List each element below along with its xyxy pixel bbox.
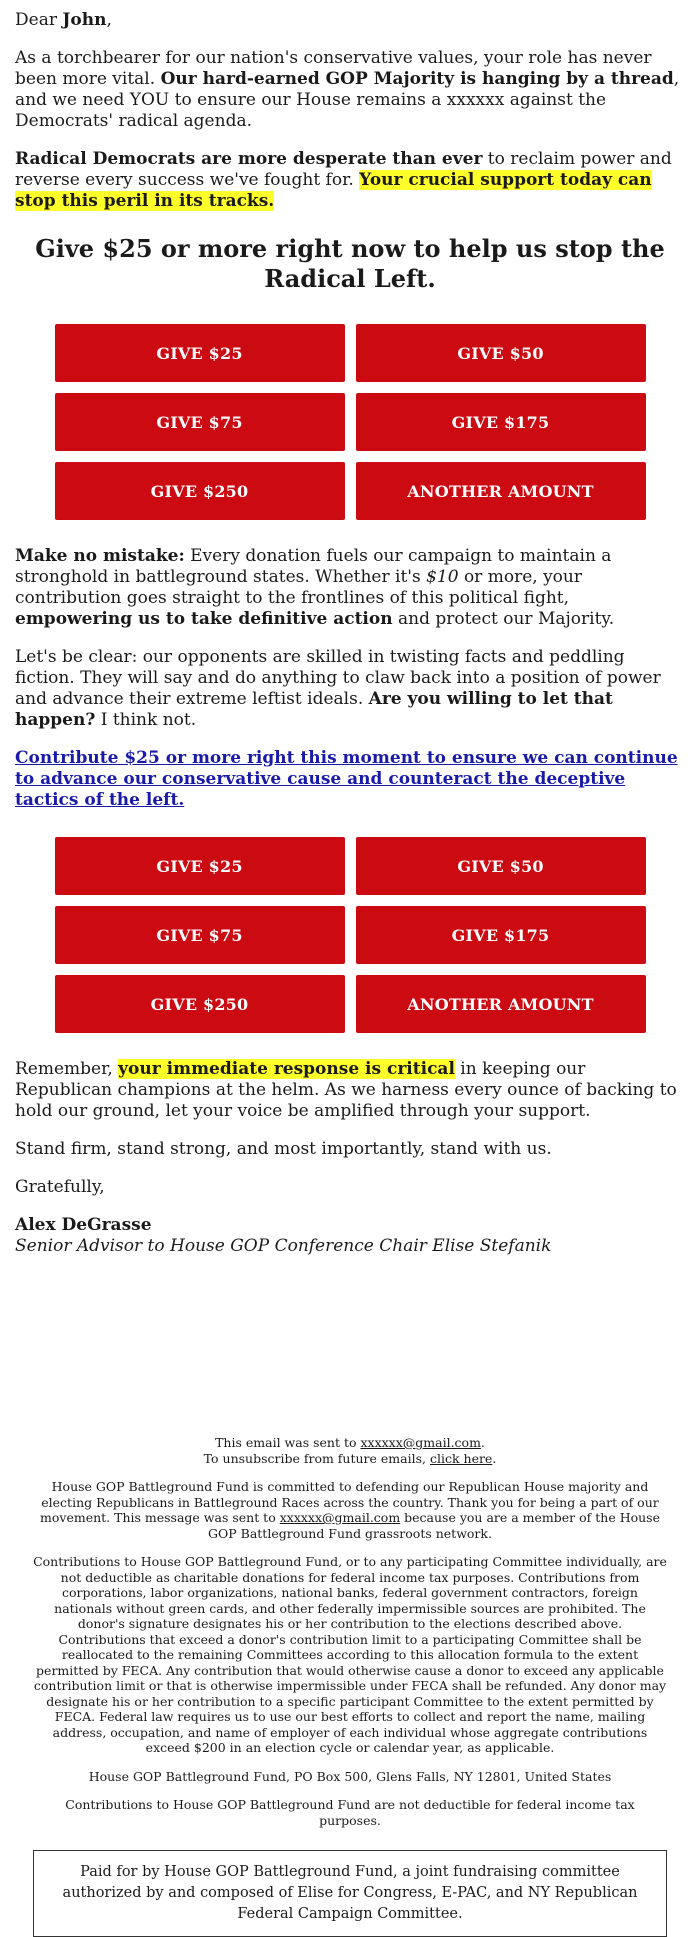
give-25-button[interactable]: GIVE $25 [55,324,345,382]
footer-legal: Contributions to House GOP Battleground Fund, or to any participating Committee individually, are not deductible as charitable donations for federal income tax purposes. Contributions from corporations, labor organizations, national banks, federal government contractors, foreign nationals without green cards, and other federally impermissible sources are prohibited. The donor's signature designates his or her contribution to the elections described above. Contributions that exceed a donor's contribution limit to a participating Committee shall be reallocated to the remaining Committees according to this allocation formula to the extent permitted by FECA. Any contribution that would otherwise cause a donor to exceed any applicable contribution limit or that is otherwise impermissible under FECA shall be refunded. Any donor may designate his or her contribution to a specific participant Committee to the extent permitted by FECA. Federal law requires us to use our best efforts to collect and report the name, mailing address, occupation, and name of employer of each individual whose aggregate contributions exceed $200 in an election cycle or calendar year, as applicable. [33,1554,667,1755]
signature-name: Alex DeGrasse [15,1215,152,1235]
footer-about-email-link[interactable]: xxxxxx@gmail.com [279,1510,401,1525]
footer-address: House GOP Battleground Fund, PO Box 500, Glens Falls, NY 12801, United States [88,1768,612,1784]
donation-button-grid-2 [15,837,685,1033]
give-250-button[interactable]: GIVE $250 [55,975,345,1033]
paragraph-6: Stand firm, stand strong, and most importantly, stand with us. [15,1139,552,1159]
give-25-button[interactable]: GIVE $25 [55,837,345,895]
paragraph-1: As a torchbearer for our nation's conservative values, your role has never been more vital. Our hard-earned GOP Majority is hanging by a thread, and we need YOU to ensure our House remains a xxxxxx against the Democrats' radical agenda. [15,48,680,131]
paragraph-4: Let's be clear: our opponents are skilled in twisting facts and peddling fiction. They will say and do anything to claw back into a position of power and advance their extreme leftist ideals. Are you willing to let that happen? I think not. [15,647,661,730]
email-footer [15,1435,685,1937]
give-75-button[interactable]: GIVE $75 [55,393,345,451]
highlight-text: your immediate response is critical [118,1059,455,1079]
greeting [15,10,685,31]
paid-for-by-box: Paid for by House GOP Battleground Fund, a joint fundraising committee authorized by and composed of Elise for Congress, E-PAC, and NY Republican Federal Campaign Committee. [33,1850,667,1937]
footer-email-link[interactable]: xxxxxx@gmail.com [360,1435,481,1450]
footer-sent-to: This email was sent to xxxxxx@gmail.com. To unsubscribe from future emails, click here. [203,1435,497,1466]
give-175-button[interactable]: GIVE $175 [356,393,646,451]
give-175-button[interactable]: GIVE $175 [356,906,646,964]
another-amount-button[interactable]: ANOTHER AMOUNT [356,462,646,520]
donation-headline: Give $25 or more right now to help us stop the Radical Left. [35,234,665,293]
contribute-link[interactable]: Contribute $25 or more right this moment to ensure we can continue to advance our conservative cause and counteract the deceptive tactics of the left. [15,748,678,810]
another-amount-button[interactable]: ANOTHER AMOUNT [356,975,646,1033]
footer-tax-notice: Contributions to House GOP Battleground Fund are not deductible for federal income tax purposes. [65,1797,635,1828]
paragraph-3: Make no mistake: Every donation fuels our campaign to maintain a stronghold in battleground states. Whether it's $10 or more, your contribution goes straight to the frontlines of this political fight, empowering us to take definitive action and protect our Majority. [15,546,615,629]
closing: Gratefully, [15,1177,105,1197]
greeting-prefix: Dear [15,10,63,30]
signature-title: Senior Advisor to House GOP Conference Chair Elise Stefanik [15,1236,552,1256]
paragraph-2: Radical Democrats are more desperate than ever to reclaim power and reverse every success we've fought for. Your crucial support today can stop this peril in its tracks. [15,149,672,211]
footer-about: House GOP Battleground Fund is committed to defending our Republican House majority and electing Republicans in Battleground Races across the country. Thank you for being a part of our movement. This message was sent to xxxxxx@gmail.com because you are a member of the House GOP Battleground Fund grassroots network. [40,1479,660,1541]
greeting-suffix: , [106,10,112,30]
give-75-button[interactable]: GIVE $75 [55,906,345,964]
give-250-button[interactable]: GIVE $250 [55,462,345,520]
unsubscribe-link[interactable]: click here [429,1450,493,1466]
donation-button-grid-1 [15,324,685,520]
give-50-button[interactable]: GIVE $50 [356,324,646,382]
paragraph-5: Remember, your immediate response is critical in keeping our Republican champions at the helm. As we harness every ounce of backing to hold our ground, let your voice be amplified through your support. [15,1059,677,1121]
highlight-text: Your crucial support today can stop this peril in its tracks. [15,170,652,211]
give-50-button[interactable]: GIVE $50 [356,837,646,895]
recipient-name: John [62,10,107,30]
